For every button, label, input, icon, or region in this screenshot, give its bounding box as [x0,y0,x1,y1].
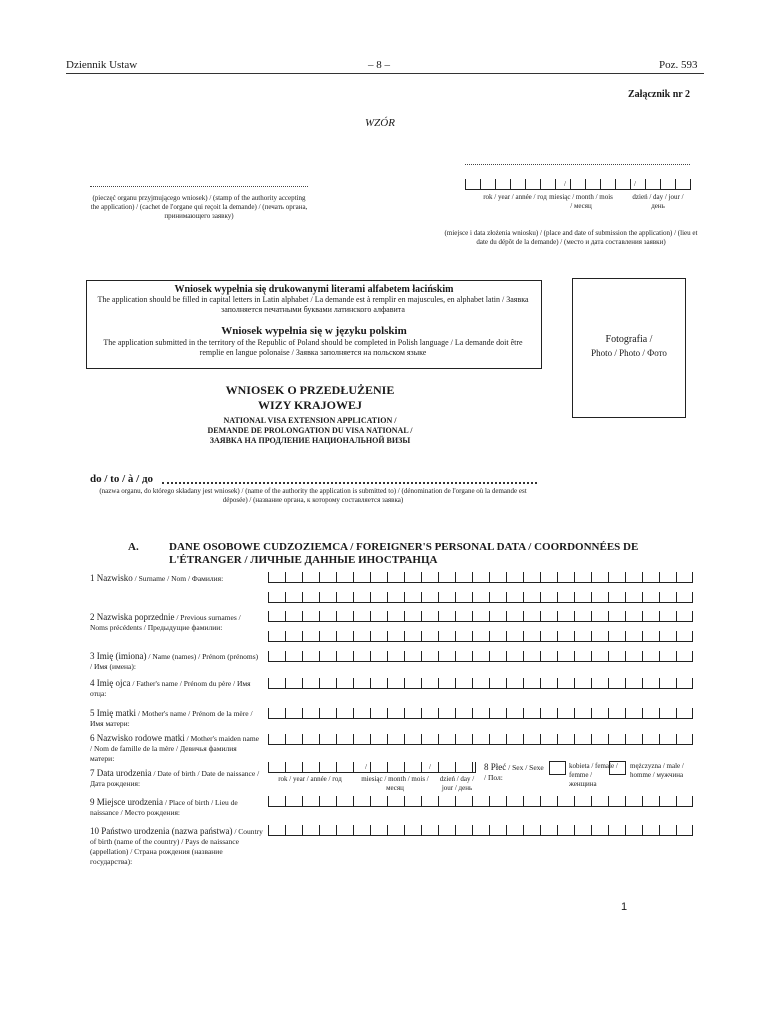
date-boxes[interactable] [465,180,691,190]
previous-surnames-boxes-2[interactable] [268,632,693,642]
female-label: kobieta / female / femme / женщина [569,762,618,788]
dob-sep: / [365,763,367,771]
dob-year-caption: rok / year / année / год [278,775,342,783]
addressee-caption: (nazwa organu, do którego składany jest wniosek) / (name of the authority the application is submitted to) / (dénomination de l'organe où la demande est déposée) / (название органа, к которому составляется заявка) [99,487,527,504]
addressee-line[interactable] [162,482,537,484]
date-day-caption: dzień / day / jour / день [632,193,684,210]
photo-title: Fotografia / [605,334,653,345]
previous-surnames-label: 2 Nazwiska poprzednie / Previous surnames / Noms précédents / Предыдущие фамилии: [90,612,241,632]
father-name-label: 4 Imię ojca / Father's name / Prénom du père / Имя отца: [90,678,251,698]
date-sep: / [564,180,566,188]
mother-name-boxes[interactable] [268,709,693,719]
mother-name-label: 5 Imię matki / Mother's name / Prénom de la mère / Имя матери: [90,708,253,728]
page-number: 1 [621,901,628,913]
surname-label: 1 Nazwisko / Surname / Nom / Фамилия: [90,573,224,583]
dob-sep: / [429,763,431,771]
first-names-label: 3 Imię (imiona) / Name (names) / Prénom (prénoms) / Имя (имена): [90,651,259,671]
mother-maiden-name-boxes[interactable] [268,735,693,745]
country-of-birth-boxes[interactable] [268,826,693,836]
date-of-birth-label: 7 Data urodzenia / Date of birth / Date de naissance / Дата рождения: [90,768,260,788]
date-year-caption: rok / year / année / год [483,193,547,201]
father-name-boxes[interactable] [268,679,693,689]
female-checkbox[interactable] [549,761,566,775]
place-of-birth-label: 9 Miejsce urodzenia / Place of birth / Lieu de naissance / Место рождения: [90,797,238,817]
section-a-letter: A. [128,541,139,553]
title-line2: WIZY KRAJOWEJ [258,398,362,412]
capital-letters-text: The application should be filled in capital letters in Latin alphabet / La demande est à remplir en majuscules, en alphabet latin / Заявка заполняется печатными буквами латинского алфавита [97,295,529,314]
page-marker: – 8 – [368,59,390,71]
capital-letters-title: Wniosek wypełnia się drukowanymi literami alfabetem łacińskim [174,284,454,295]
polish-language-text: The application submitted in the territory of the Republic of Poland should be completed in Polish language / La demande doit être remplie en langue polonaise / Заявка заполняется на польском языке [103,338,523,357]
male-checkbox[interactable] [609,761,626,775]
previous-surnames-boxes[interactable] [268,612,693,622]
first-names-boxes[interactable] [268,652,693,662]
place-date-caption: (miejsce i data złożenia wniosku) / (place and date of submission the application) / (lieu et date du dépôt de la demande) / (место и дата составления заявки) [444,229,698,246]
dob-month-caption: miesiąc / month / mois / месяц [361,775,429,792]
addressee-label: do / to / à / до [90,473,154,485]
date-of-birth-boxes[interactable] [268,763,476,773]
date-sep: / [634,180,636,188]
mother-maiden-name-label: 6 Nazwisko rodowe matki / Mother's maiden name / Nom de famille de la mère / Девичья фамилия матери: [90,733,259,763]
date-month-caption: miesiąc / month / mois / месяц [549,193,613,210]
male-label: mężczyzna / male / homme / мужчина [630,762,684,779]
position-number: Poz. 593 [659,59,698,71]
stamp-line [90,186,308,187]
place-line[interactable] [465,164,690,165]
place-of-birth-boxes[interactable] [268,797,693,807]
photo-subtitle: Photo / Photo / Фото [591,348,667,358]
surname-boxes-2[interactable] [268,593,693,603]
specimen-label: WZÓR [365,117,395,129]
stamp-caption: (pieczęć organu przyjmującego wniosek) / (stamp of the authority accepting the application) / (cachet de l'organe qui reçoit la demande) / (печать органа, принимающего заявку) [90,194,308,220]
title-sub-fr: DEMANDE DE PROLONGATION DU VISA NATIONAL / [207,426,413,435]
country-of-birth-label: 10 Państwo urodzenia (nazwa państwa) / Country of birth (name of the country) / Pays de naissance (appellation) / Страна рождения (название государства): [90,826,263,866]
dob-day-caption: dzień / day / jour / день [439,775,475,792]
photo-box[interactable] [572,278,686,418]
sex-label: 8 Płeć / Sex / Sexe / Пол: [484,762,544,782]
title-sub-en: NATIONAL VISA EXTENSION APPLICATION / [223,416,397,425]
surname-boxes[interactable] [268,573,693,583]
annex-label: Załącznik nr 2 [628,89,691,100]
title-sub-ru: ЗАЯВКА НА ПРОДЛЕНИЕ НАЦИОНАЛЬНОЙ ВИЗЫ [209,436,411,445]
polish-language-title: Wniosek wypełnia się w języku polskim [221,325,407,337]
section-a-title: DANE OSOBOWE CUDZOZIEMCA / FOREIGNER'S PERSONAL DATA / COORDONNÉES DE L'ÉTRANGER / ЛИЧНЫЕ ДАННЫЕ ИНОСТРАНЦА [169,541,639,566]
header-rule [66,73,704,74]
title-line1: WNIOSEK O PRZEDŁUŻENIE [225,383,395,397]
instructions-box [86,280,542,369]
journal-name: Dziennik Ustaw [66,59,138,71]
